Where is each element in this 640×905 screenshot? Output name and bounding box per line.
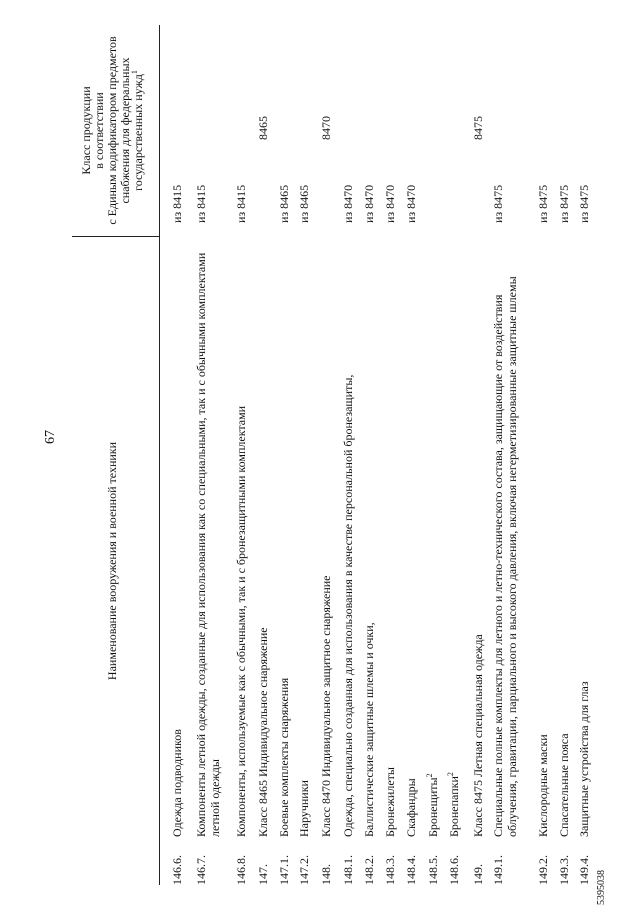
- row-number: 149.3.: [557, 855, 571, 885]
- row-name: Боевые комплекты снаряжения: [277, 677, 291, 837]
- header-rule: [159, 25, 160, 885]
- row-name-wrap: [448, 237, 462, 837]
- row-name: Компоненты летной одежды, созданные для использования как со специальными, так и с обычными комплектами летной одежды: [194, 252, 222, 837]
- row-number: 148.1.: [341, 855, 355, 885]
- row-number: 147.: [256, 864, 270, 885]
- row-name: Одежда подводников: [170, 729, 184, 837]
- row-number: 148.5.: [426, 855, 440, 885]
- row-name: Класс 8465 Индивидуальное снаряжение: [256, 627, 270, 837]
- row-class: 8465: [256, 116, 270, 140]
- row-name-wrap: [427, 237, 441, 837]
- row-name: Специальные полные комплекты для летного и летно-технического состава, защищающие от воздействия облучения, гравитации, парциального и высокого давления, включая негерметизированные защитные шлемы: [491, 276, 519, 837]
- header-class-line-text: государственных нужд: [130, 74, 145, 191]
- header-class-line: снабжения для федеральных: [117, 57, 132, 204]
- header-class-line: в соответствии: [91, 92, 106, 169]
- row-number: 148.: [319, 864, 333, 885]
- row-class: 8475: [471, 116, 485, 140]
- row-class: из 8470: [362, 184, 376, 223]
- footnote-mark: 2: [425, 773, 434, 778]
- header-name: Наименование вооружения и военной техники: [104, 441, 119, 681]
- row-name: Бронепапки: [447, 776, 461, 837]
- row-class: из 8470: [404, 184, 418, 223]
- footnote-mark: 2: [446, 772, 455, 777]
- row-class: из 8415: [194, 184, 208, 223]
- classification-table: [72, 25, 592, 885]
- header-class-line: с Единым кодификатором предметов: [104, 36, 119, 225]
- row-class: из 8465: [297, 184, 311, 223]
- row-number: 148.3.: [383, 855, 397, 885]
- row-number: 149.4.: [577, 855, 591, 885]
- row-class: из 8475: [536, 184, 550, 223]
- row-class: из 8475: [577, 184, 591, 223]
- row-name: Баллистические защитные шлемы и очки,: [362, 622, 376, 837]
- page-number: 67: [43, 430, 58, 444]
- row-name: Класс 8470 Индивидуальное защитное снаряжение: [319, 575, 333, 837]
- document-code: 5395038: [596, 870, 607, 905]
- row-number: 146.7.: [194, 855, 208, 885]
- footnote-mark: 1: [129, 70, 139, 75]
- row-name: Компоненты, используемые как с обычными, так и с бронезащитными комплектами: [234, 405, 248, 837]
- row-number: 148.6.: [447, 855, 461, 885]
- row-class: из 8470: [341, 184, 355, 223]
- row-class: из 8415: [170, 184, 184, 223]
- row-number: 149.1.: [491, 855, 505, 885]
- row-class: из 8475: [557, 184, 571, 223]
- row-number: 147.1.: [277, 855, 291, 885]
- row-name: Бронежилеты: [383, 767, 397, 837]
- header-column-divider: [72, 236, 160, 237]
- row-name: Кислородные маски: [536, 734, 550, 837]
- row-number: 147.2.: [297, 855, 311, 885]
- header-class-line: Класс продукции: [78, 86, 93, 175]
- row-number: 149.2.: [536, 855, 550, 885]
- row-name: Бронещиты: [426, 777, 440, 837]
- row-class: из 8415: [234, 184, 248, 223]
- row-name: Защитные устройства для глаз: [577, 681, 591, 837]
- row-name: Спасательные пояса: [557, 733, 571, 837]
- row-class: из 8475: [491, 184, 505, 223]
- row-number: 149.: [471, 864, 485, 885]
- row-name: Одежда, специально созданная для использования в качестве персональной бронезащиты,: [341, 374, 355, 837]
- row-number: 148.2.: [362, 855, 376, 885]
- row-number: 146.6.: [170, 855, 184, 885]
- row-class: из 8470: [383, 184, 397, 223]
- row-class: 8470: [319, 116, 333, 140]
- row-class: из 8465: [277, 184, 291, 223]
- row-name: Класс 8475 Летная специальная одежда: [471, 634, 485, 837]
- row-number: 146.8.: [234, 855, 248, 885]
- row-name: Скафандры: [404, 778, 418, 837]
- row-number: 148.4.: [404, 855, 418, 885]
- row-name: Наручники: [297, 780, 311, 837]
- header-class: [72, 25, 152, 236]
- header-class-line: [129, 36, 145, 224]
